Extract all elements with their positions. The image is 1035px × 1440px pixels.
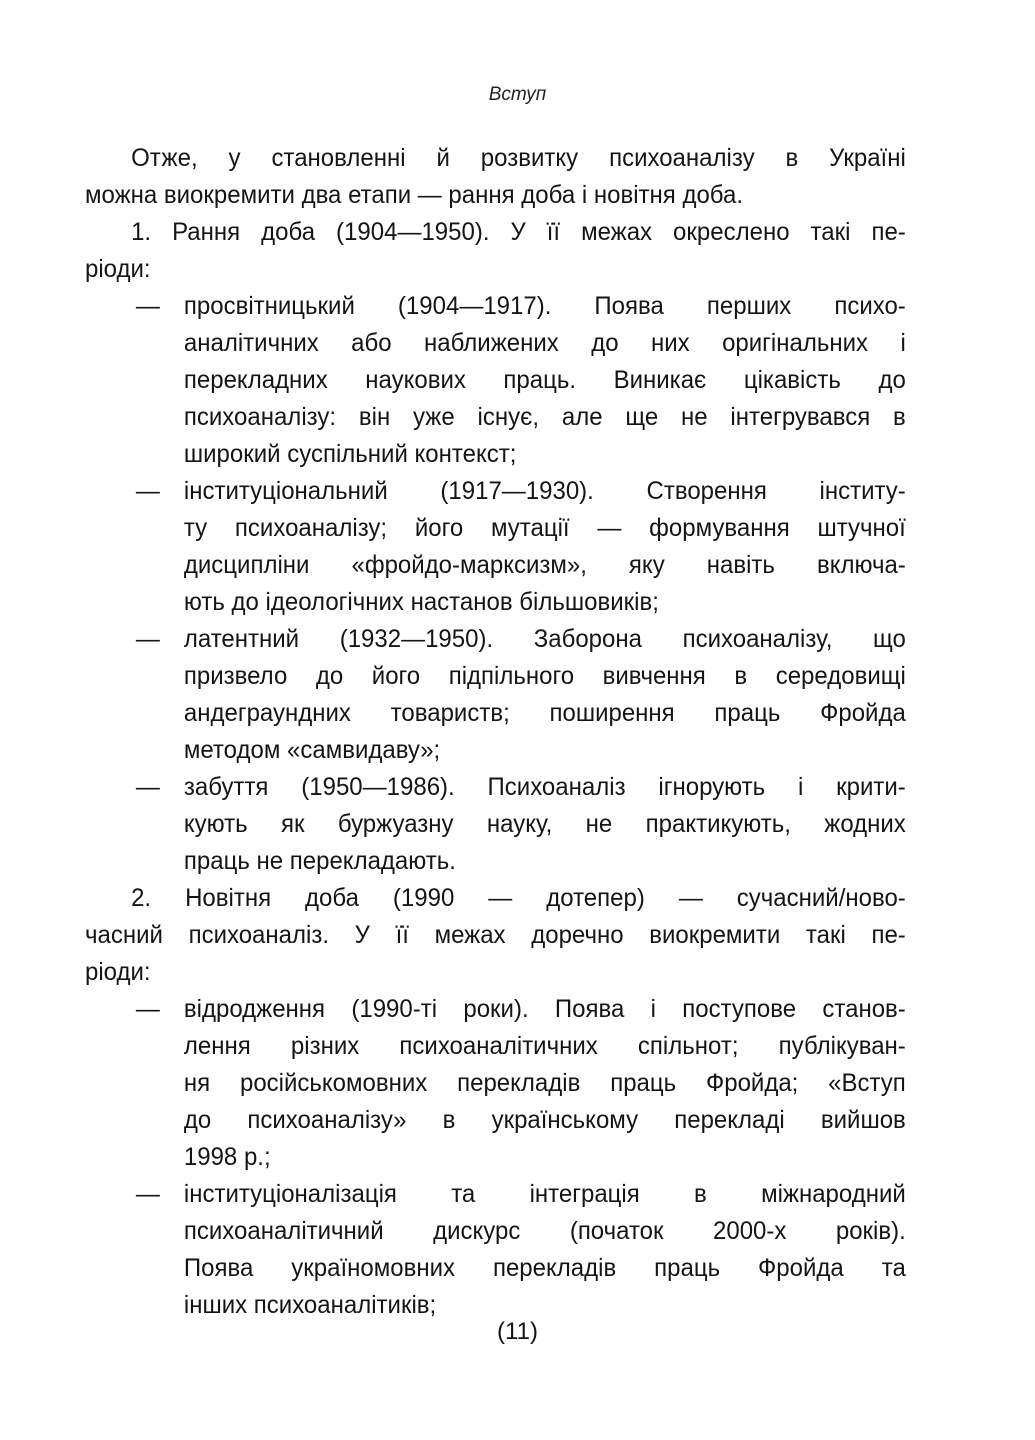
text-line: андеграундних товариств; поширення праць Фройда — [183, 699, 906, 727]
text-line: 1. Рання доба (1904—1950). У її межах окреслено такі пе- — [131, 218, 906, 246]
text-line: латентний (1932—1950). Заборона психоаналізу, що — [183, 625, 906, 653]
dash-bullet-icon: — — [135, 773, 160, 801]
text-line: широкий суспільний контекст; — [183, 440, 517, 468]
period-item-institutionalization — [85, 1176, 906, 1324]
dash-bullet-icon: — — [135, 477, 160, 505]
period-item-enlightenment — [85, 288, 906, 473]
text-line: психоаналізу: він уже існує, але ще не інтегрувався в — [183, 403, 906, 431]
text-line: 2. Новітня доба (1990 — дотепер) — сучасний/ново- — [131, 884, 906, 912]
text-line: призвело до його підпільного вивчення в середовищі — [183, 662, 906, 690]
text-line: ріоди: — [85, 255, 151, 283]
dash-bullet-icon: — — [135, 1180, 160, 1208]
text-line: ня російськомовних перекладів праць Фройда; «Вступ — [183, 1069, 906, 1097]
dash-bullet-icon: — — [135, 292, 160, 320]
text-line: Отже, у становленні й розвитку психоаналізу в Україні — [131, 144, 906, 172]
text-line: аналітичних або наближених до них оригінальних і — [183, 329, 906, 357]
text-line: дисципліни «фройдо-марксизм», яку навіть включа- — [183, 551, 906, 579]
page-body — [85, 140, 906, 1324]
text-line: 1998 р.; — [183, 1143, 271, 1171]
period-item-oblivion — [85, 769, 906, 880]
text-line: перекладних наукових праць. Виникає цікавість до — [183, 366, 906, 394]
text-line: інституціональний (1917—1930). Створення інститу- — [183, 477, 906, 505]
text-line: забуття (1950—1986). Психоаналіз ігнорують і крити- — [183, 773, 906, 801]
text-line: часний психоаналіз. У її межах доречно виокремити такі пе- — [85, 921, 906, 949]
text-line: психоаналітичний дискурс (початок 2000-х років). — [183, 1217, 906, 1245]
text-line: Поява україномовних перекладів праць Фройда та — [183, 1254, 906, 1282]
period-item-latent — [85, 621, 906, 769]
text-line: методом «самвидаву»; — [183, 736, 441, 764]
text-line: лення різних психоаналітичних спільнот; публікуван- — [183, 1032, 906, 1060]
page-number: (11) — [497, 1318, 538, 1345]
text-line: можна виокремити два етапи — рання доба і новітня доба. — [85, 181, 744, 209]
text-line: інституціоналізація та інтеграція в міжнародний — [183, 1180, 906, 1208]
running-head: Вступ — [488, 84, 547, 105]
text-line: праць не перекладають. — [183, 847, 456, 875]
text-line: просвітницький (1904—1917). Поява перших психо- — [183, 292, 906, 320]
period-item-revival — [85, 991, 906, 1176]
dash-bullet-icon: — — [135, 625, 160, 653]
text-line: ріоди: — [85, 958, 151, 986]
dash-bullet-icon: — — [135, 995, 160, 1023]
text-line: кують як буржуазну науку, не практикують, жодних — [183, 810, 906, 838]
stage-2-heading-paragraph — [85, 880, 906, 991]
intro-paragraph — [85, 140, 906, 214]
text-line: інших психоаналітиків; — [183, 1291, 437, 1319]
text-line: ту психоаналізу; його мутації — формування штучної — [183, 514, 906, 542]
text-line: до психоаналізу» в українському перекладі вийшов — [183, 1106, 906, 1134]
stage-1-heading-paragraph — [85, 214, 906, 288]
text-line: ють до ідеологічних настанов більшовиків; — [183, 588, 659, 616]
text-line: відродження (1990-ті роки). Поява і поступове станов- — [183, 995, 906, 1023]
period-item-institutional — [85, 473, 906, 621]
